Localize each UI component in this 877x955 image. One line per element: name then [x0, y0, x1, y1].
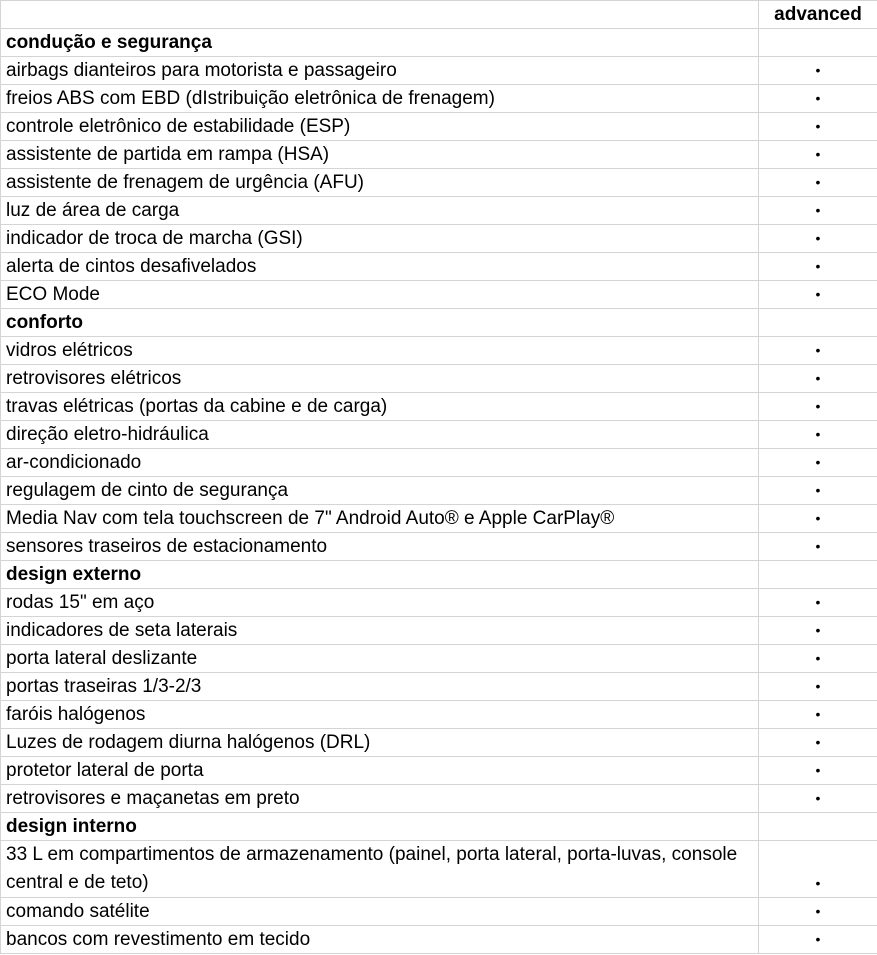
section-row: [1, 29, 877, 57]
included-marker: •: [815, 342, 821, 358]
feature-label: rodas 15" em aço: [1, 589, 759, 617]
advanced-availability: [759, 673, 877, 701]
included-marker: •: [815, 454, 821, 470]
included-marker: •: [815, 90, 821, 106]
feature-label: retrovisores elétricos: [1, 365, 759, 393]
advanced-availability: [759, 113, 877, 141]
feature-label: Media Nav com tela touchscreen de 7" Android Auto® e Apple CarPlay®: [1, 505, 759, 533]
feature-label: regulagem de cinto de segurança: [1, 477, 759, 505]
included-marker: •: [815, 146, 821, 162]
feature-label: vidros elétricos: [1, 337, 759, 365]
table-row: [1, 169, 877, 197]
table-row: [1, 926, 877, 954]
advanced-availability: [759, 421, 877, 449]
advanced-availability: [759, 141, 877, 169]
feature-label: sensores traseiros de estacionamento: [1, 533, 759, 561]
advanced-column-header: advanced: [759, 1, 877, 29]
included-marker: •: [815, 482, 821, 498]
included-marker: •: [815, 398, 821, 414]
included-marker: •: [815, 510, 821, 526]
feature-label: comando satélite: [1, 898, 759, 926]
advanced-availability: [759, 617, 877, 645]
feature-label: freios ABS com EBD (dIstribuição eletrônica de frenagem): [1, 85, 759, 113]
advanced-availability: [759, 757, 877, 785]
header-row: [1, 1, 877, 29]
feature-label: porta lateral deslizante: [1, 645, 759, 673]
included-marker: •: [815, 931, 821, 947]
advanced-availability: [759, 253, 877, 281]
table-row: [1, 113, 877, 141]
section-advanced-cell: [759, 29, 877, 57]
advanced-availability: [759, 225, 877, 253]
included-marker: •: [815, 706, 821, 722]
table-row: [1, 281, 877, 309]
advanced-availability: [759, 785, 877, 813]
included-marker: •: [815, 286, 821, 302]
advanced-availability: [759, 841, 877, 898]
spec-body: [1, 29, 877, 954]
feature-label: 33 L em compartimentos de armazenamento (painel, porta lateral, porta-luvas, console central e de teto): [1, 841, 759, 898]
included-marker: •: [815, 678, 821, 694]
advanced-availability: [759, 337, 877, 365]
feature-label: portas traseiras 1/3-2/3: [1, 673, 759, 701]
section-title: conforto: [1, 309, 759, 337]
feature-label: travas elétricas (portas da cabine e de carga): [1, 393, 759, 421]
included-marker: •: [815, 650, 821, 666]
table-row: [1, 477, 877, 505]
feature-column-header: [1, 1, 759, 29]
table-row: [1, 841, 877, 898]
included-marker: •: [815, 875, 821, 891]
feature-label: direção eletro-hidráulica: [1, 421, 759, 449]
table-row: [1, 225, 877, 253]
feature-label: assistente de partida em rampa (HSA): [1, 141, 759, 169]
feature-label: airbags dianteiros para motorista e passageiro: [1, 57, 759, 85]
advanced-availability: [759, 589, 877, 617]
advanced-availability: [759, 449, 877, 477]
table-row: [1, 673, 877, 701]
advanced-availability: [759, 477, 877, 505]
table-row: [1, 589, 877, 617]
included-marker: •: [815, 426, 821, 442]
feature-label: faróis halógenos: [1, 701, 759, 729]
table-row: [1, 449, 877, 477]
section-row: [1, 309, 877, 337]
table-row: [1, 898, 877, 926]
feature-label: alerta de cintos desafivelados: [1, 253, 759, 281]
table-row: [1, 617, 877, 645]
included-marker: •: [815, 538, 821, 554]
included-marker: •: [815, 903, 821, 919]
feature-label: ECO Mode: [1, 281, 759, 309]
advanced-availability: [759, 85, 877, 113]
table-row: [1, 57, 877, 85]
included-marker: •: [815, 174, 821, 190]
advanced-availability: [759, 645, 877, 673]
table-row: [1, 505, 877, 533]
table-row: [1, 785, 877, 813]
advanced-availability: [759, 393, 877, 421]
advanced-availability: [759, 729, 877, 757]
section-title: design externo: [1, 561, 759, 589]
feature-label: bancos com revestimento em tecido: [1, 926, 759, 954]
table-row: [1, 141, 877, 169]
advanced-availability: [759, 169, 877, 197]
table-row: [1, 421, 877, 449]
feature-label: indicador de troca de marcha (GSI): [1, 225, 759, 253]
feature-label: luz de área de carga: [1, 197, 759, 225]
included-marker: •: [815, 622, 821, 638]
included-marker: •: [815, 790, 821, 806]
section-row: [1, 813, 877, 841]
feature-label: controle eletrônico de estabilidade (ESP): [1, 113, 759, 141]
table-row: [1, 645, 877, 673]
section-row: [1, 561, 877, 589]
advanced-availability: [759, 701, 877, 729]
included-marker: •: [815, 734, 821, 750]
included-marker: •: [815, 230, 821, 246]
table-row: [1, 393, 877, 421]
feature-label: protetor lateral de porta: [1, 757, 759, 785]
feature-label: ar-condicionado: [1, 449, 759, 477]
advanced-availability: [759, 281, 877, 309]
included-marker: •: [815, 762, 821, 778]
advanced-availability: [759, 365, 877, 393]
section-advanced-cell: [759, 309, 877, 337]
advanced-availability: [759, 898, 877, 926]
table-row: [1, 533, 877, 561]
table-row: [1, 253, 877, 281]
table-row: [1, 365, 877, 393]
section-advanced-cell: [759, 561, 877, 589]
section-title: design interno: [1, 813, 759, 841]
table-row: [1, 197, 877, 225]
advanced-availability: [759, 197, 877, 225]
included-marker: •: [815, 202, 821, 218]
table-row: [1, 729, 877, 757]
advanced-availability: [759, 57, 877, 85]
advanced-availability: [759, 926, 877, 954]
section-advanced-cell: [759, 813, 877, 841]
feature-label: Luzes de rodagem diurna halógenos (DRL): [1, 729, 759, 757]
included-marker: •: [815, 118, 821, 134]
advanced-availability: [759, 533, 877, 561]
table-row: [1, 757, 877, 785]
table-row: [1, 701, 877, 729]
section-title: condução e segurança: [1, 29, 759, 57]
table-row: [1, 337, 877, 365]
feature-label: retrovisores e maçanetas em preto: [1, 785, 759, 813]
table-row: [1, 85, 877, 113]
feature-label: assistente de frenagem de urgência (AFU): [1, 169, 759, 197]
included-marker: •: [815, 370, 821, 386]
included-marker: •: [815, 62, 821, 78]
included-marker: •: [815, 258, 821, 274]
included-marker: •: [815, 594, 821, 610]
advanced-availability: [759, 505, 877, 533]
feature-label: indicadores de seta laterais: [1, 617, 759, 645]
